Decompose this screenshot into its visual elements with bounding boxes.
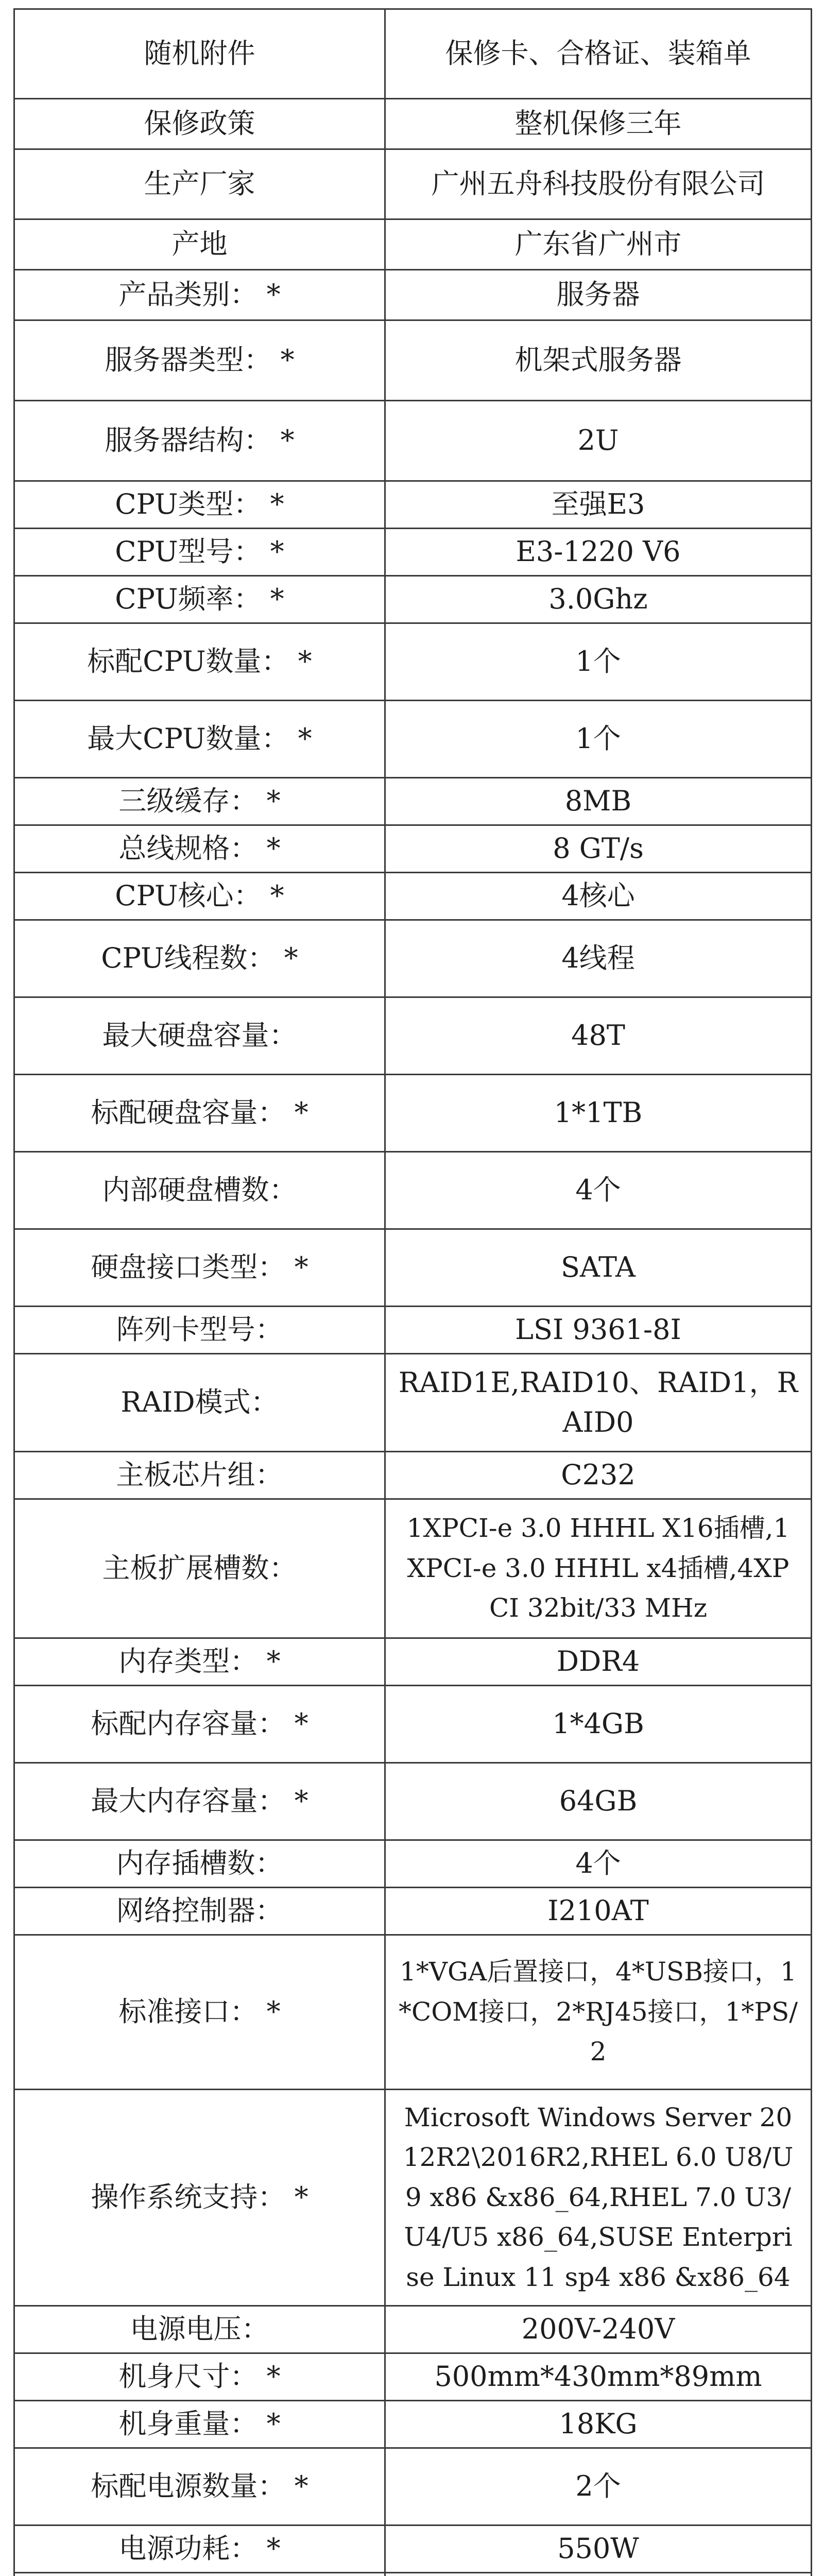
spec-row (14, 1229, 812, 1307)
spec-value: C232 (385, 1452, 812, 1499)
spec-row (14, 873, 812, 920)
spec-label: CPU类型： * (14, 481, 385, 529)
spec-label: 网络控制器： (14, 1888, 385, 1935)
spec-value: 18KG (385, 2401, 812, 2448)
spec-label: 最大硬盘容量： (14, 997, 385, 1075)
spec-row (14, 1888, 812, 1935)
spec-row (14, 1075, 812, 1152)
spec-row (14, 778, 812, 825)
spec-row (14, 1307, 812, 1354)
spec-value: 200V-240V (385, 2306, 812, 2353)
spec-row (14, 1840, 812, 1888)
spec-row (14, 219, 812, 270)
spec-value: 1个 (385, 701, 812, 778)
spec-value: 至强E3 (385, 481, 812, 529)
spec-row (14, 1452, 812, 1499)
spec-value: 1*VGA后置接口，4*USB接口，1*COM接口，2*RJ45接口，1*PS/2 (385, 1935, 812, 2090)
spec-row (14, 1638, 812, 1686)
spec-label: 硬盘接口类型： * (14, 1229, 385, 1307)
spec-label: 产品类别： * (14, 270, 385, 320)
spec-label: 服务器结构： * (14, 401, 385, 481)
spec-row (14, 2353, 812, 2401)
spec-label: CPU频率： * (14, 576, 385, 623)
spec-value: 机架式服务器 (385, 320, 812, 401)
spec-label: 最大CPU数量： * (14, 701, 385, 778)
spec-value: E3-1220 V6 (385, 529, 812, 576)
spec-row (14, 2401, 812, 2448)
spec-label: 生产厂家 (14, 149, 385, 219)
spec-value: 整机保修三年 (385, 99, 812, 149)
spec-value: 8 GT/s (385, 825, 812, 873)
spec-table (13, 8, 812, 2576)
spec-value (385, 2573, 812, 2576)
spec-value: RAID1E,RAID10、RAID1，RAID0 (385, 1354, 812, 1452)
spec-label: 操作系统支持： * (14, 2090, 385, 2306)
spec-row (14, 320, 812, 401)
spec-label: 保修政策 (14, 99, 385, 149)
spec-row (14, 401, 812, 481)
spec-label: 随机附件 (14, 9, 385, 99)
spec-table-body (14, 9, 812, 2576)
spec-value: 1个 (385, 623, 812, 701)
spec-value: 1*1TB (385, 1075, 812, 1152)
spec-value: 2个 (385, 2448, 812, 2526)
spec-label (14, 2573, 385, 2576)
spec-row (14, 481, 812, 529)
spec-value: I210AT (385, 1888, 812, 1935)
spec-label: 机身重量： * (14, 2401, 385, 2448)
spec-value: 550W (385, 2526, 812, 2573)
spec-label: 阵列卡型号： (14, 1307, 385, 1354)
spec-row (14, 997, 812, 1075)
spec-row (14, 2306, 812, 2353)
spec-row (14, 2526, 812, 2573)
spec-row (14, 1152, 812, 1229)
spec-row (14, 9, 812, 99)
spec-value: 64GB (385, 1763, 812, 1840)
spec-value: DDR4 (385, 1638, 812, 1686)
spec-label: 最大内存容量： * (14, 1763, 385, 1840)
spec-row (14, 149, 812, 219)
spec-label: 标准接口： * (14, 1935, 385, 2090)
spec-label: RAID模式： (14, 1354, 385, 1452)
spec-label: 电源功耗： * (14, 2526, 385, 2573)
spec-value: 1*4GB (385, 1686, 812, 1763)
spec-label: CPU型号： * (14, 529, 385, 576)
spec-value: 广州五舟科技股份有限公司 (385, 149, 812, 219)
spec-row (14, 1686, 812, 1763)
spec-label: 内存插槽数： (14, 1840, 385, 1888)
spec-value: 2U (385, 401, 812, 481)
spec-row (14, 1763, 812, 1840)
spec-label: 内存类型： * (14, 1638, 385, 1686)
spec-row (14, 701, 812, 778)
spec-value: 广东省广州市 (385, 219, 812, 270)
spec-label: 主板扩展槽数： (14, 1499, 385, 1638)
spec-label: 产地 (14, 219, 385, 270)
spec-value: 4线程 (385, 920, 812, 997)
spec-label: 电源电压： (14, 2306, 385, 2353)
spec-row (14, 1499, 812, 1638)
spec-label: CPU线程数： * (14, 920, 385, 997)
spec-value: SATA (385, 1229, 812, 1307)
spec-row (14, 529, 812, 576)
spec-label: 标配电源数量： * (14, 2448, 385, 2526)
spec-label: 标配CPU数量： * (14, 623, 385, 701)
spec-value: 3.0Ghz (385, 576, 812, 623)
spec-label: 内部硬盘槽数： (14, 1152, 385, 1229)
spec-row (14, 2573, 812, 2576)
spec-label: 机身尺寸： * (14, 2353, 385, 2401)
spec-row (14, 576, 812, 623)
spec-label: 三级缓存： * (14, 778, 385, 825)
spec-row (14, 2090, 812, 2306)
spec-label: 服务器类型： * (14, 320, 385, 401)
spec-value: 服务器 (385, 270, 812, 320)
spec-label: CPU核心： * (14, 873, 385, 920)
spec-value: 4个 (385, 1152, 812, 1229)
spec-value: 48T (385, 997, 812, 1075)
spec-value: Microsoft Windows Server 2012R2\2016R2,RHEL 6.0 U8/U9 x86 &x86_64,RHEL 7.0 U3/U4/U5 x86_64,SUSE Enterprise Linux 11 sp4 x86 &x86_64 (385, 2090, 812, 2306)
spec-label: 主板芯片组： (14, 1452, 385, 1499)
spec-row (14, 920, 812, 997)
spec-row (14, 99, 812, 149)
spec-row (14, 1935, 812, 2090)
spec-label: 总线规格： * (14, 825, 385, 873)
spec-row (14, 623, 812, 701)
spec-value: 500mm*430mm*89mm (385, 2353, 812, 2401)
spec-value: 4个 (385, 1840, 812, 1888)
spec-row (14, 1354, 812, 1452)
spec-row (14, 270, 812, 320)
spec-value: 8MB (385, 778, 812, 825)
spec-label: 标配硬盘容量： * (14, 1075, 385, 1152)
spec-value: LSI 9361-8I (385, 1307, 812, 1354)
spec-row (14, 2448, 812, 2526)
spec-value: 保修卡、合格证、装箱单 (385, 9, 812, 99)
spec-row (14, 825, 812, 873)
spec-value: 1XPCI-e 3.0 HHHL X16插槽,1XPCI-e 3.0 HHHL x4插槽,4XPCI 32bit/33 MHz (385, 1499, 812, 1638)
spec-label: 标配内存容量： * (14, 1686, 385, 1763)
spec-value: 4核心 (385, 873, 812, 920)
